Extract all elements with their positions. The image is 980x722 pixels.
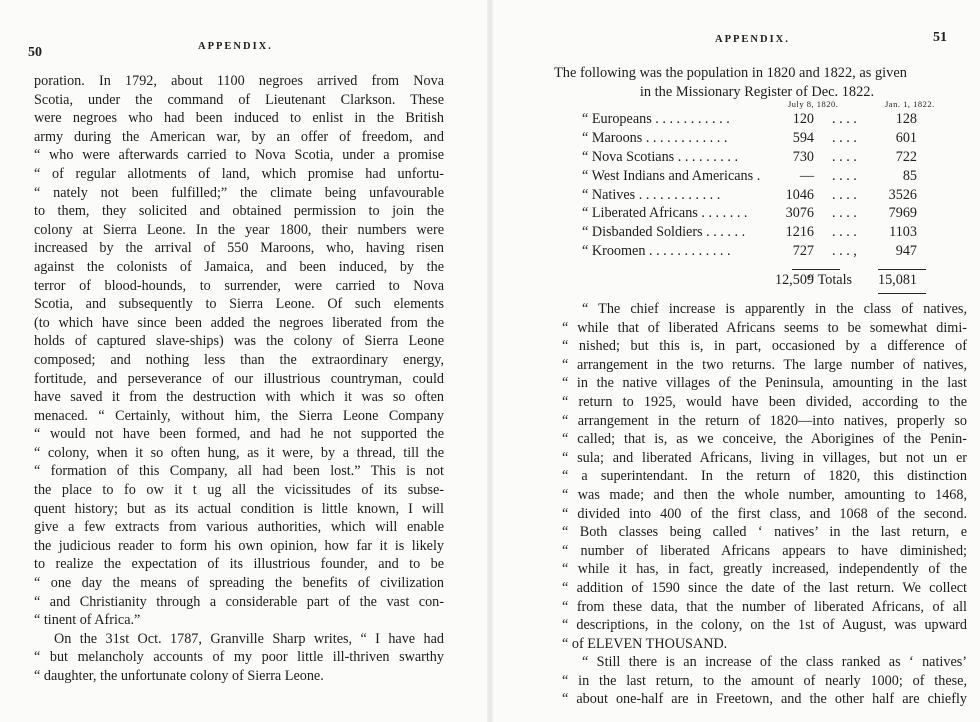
value-1822: 128	[895, 111, 917, 127]
running-head: APPENDIX.	[715, 34, 790, 45]
text-line: “ The chief increase is apparently in the class of natives,	[582, 301, 967, 317]
totals-rule	[792, 269, 840, 270]
value-1822: 722	[895, 148, 917, 165]
text-line: “ called; that is, as we conceive, the Aborigines of the Penin-	[562, 431, 967, 448]
text-line: “ addition of 1590 since the date of the last return. We collect	[562, 579, 967, 596]
leader-dots: . . . .	[832, 111, 857, 127]
text-line: holds of captured slave-ships) was the colony of Sierra Leone	[34, 333, 444, 350]
text-line: “ one day the means of spreading the benefits of civilization	[34, 575, 444, 592]
right-page	[490, 0, 980, 722]
left-body-text	[34, 72, 444, 686]
text-line: “ return to 1925, would have been divided, according to the	[562, 393, 967, 410]
text-line: army during the American war, by an offer of freedom, and	[34, 128, 444, 145]
row-label: “ Europeans . . . . . . . . . . .	[582, 111, 730, 127]
text-line: “ number of liberated Africans appears to have diminished;	[562, 542, 967, 559]
text-line: poration. In 1792, about 1100 negroes arrived from Nova	[34, 73, 444, 89]
text-line: terror of blood-hounds, to surrender, were carried to Nova	[34, 277, 444, 294]
value-1820: —	[799, 167, 814, 184]
text-line: to them, they solicited and obtained permission to join the	[34, 203, 444, 220]
intro-line: The following was the population in 1820 and 1822, as given	[554, 65, 907, 81]
text-line: have saved it from the destruction with which it was so often	[34, 389, 444, 406]
text-line: “ colony, when it so often hung, as it were, by a thread, till the	[34, 444, 444, 461]
row-label: “ Kroomen . . . . . . . . . . . .	[582, 243, 731, 260]
totals-rule	[878, 269, 926, 270]
text-line: “ daughter, the unfortunate colony of Sierra Leone.	[34, 668, 324, 684]
value-1822: 947	[895, 243, 917, 260]
text-line: “ divided into 400 of the first class, and 1068 of the second.	[562, 505, 967, 522]
text-line: “ from these data, that the number of liberated Africans, of all	[562, 598, 967, 615]
row-label: “ Nova Scotians . . . . . . . . .	[582, 148, 739, 165]
text-line: “ would not have been formed, and had he not supported the	[34, 426, 444, 443]
text-line: increased by the arrival of 550 Maroons, who, having risen	[34, 240, 444, 257]
right-body-text	[562, 300, 967, 709]
text-line: composed; and nothing less than the extraordinary energy,	[34, 351, 444, 368]
text-line: give a few extracts from various authorities, which will enable	[34, 519, 444, 536]
text-line: “ nately not been fulfilled;” the climate being unfavourable	[34, 184, 444, 201]
total-1820: 12,509	[774, 272, 814, 288]
text-line: fortitude, and perseverance of our illustrious countryman, could	[34, 370, 444, 387]
text-line: On the 31st Oct. 1787, Granville Sharp writes, “ I have had	[54, 630, 444, 647]
totals-label: “ Totals	[808, 272, 853, 288]
text-line: “ Both classes being called ‘ natives’ in the last return, e	[562, 524, 967, 541]
value-1820: 594	[792, 129, 814, 146]
text-line: colony at Sierra Leone. In the year 1800, their numbers were	[34, 221, 444, 238]
table-row	[582, 243, 932, 262]
row-label: “ Natives . . . . . . . . . . . .	[582, 186, 721, 203]
column-header-1820: July 8, 1820.	[788, 99, 839, 109]
leader-dots: . . . .	[832, 129, 857, 146]
text-line: “ while that of liberated Africans seems to be somewhat dimi-	[562, 319, 967, 336]
text-line: against the colonists of Jamaica, and been induced, by the	[34, 258, 444, 275]
text-line: “ nished; but this is, in part, occasioned by a difference of	[562, 338, 967, 355]
value-1822: 3526	[888, 186, 917, 203]
text-line: “ but melancholy accounts of my poor little ill-thriven swarthy	[34, 649, 444, 666]
text-line: “ about one-half are in Freetown, and the other half are chiefly	[562, 691, 967, 708]
leader-dots: . . . .	[832, 205, 857, 222]
text-line: “ descriptions, in the colony, on the 1st of August, was upward	[562, 617, 967, 634]
value-1820: 727	[792, 243, 814, 260]
column-header-1822: Jan. 1, 1822.	[885, 99, 935, 109]
value-1820: 730	[792, 148, 814, 165]
text-line: “ in the last return, to the amount of nearly 1000; of these,	[562, 672, 967, 689]
table-row	[582, 111, 932, 130]
text-line: “ in the native villages of the Peninsula, amounting in the last	[562, 375, 967, 392]
row-label: “ Liberated Africans . . . . . . .	[582, 205, 748, 222]
text-line: “ arrangement in the return of 1820—into natives, properly so	[562, 412, 967, 429]
text-line: “ tinent of Africa.”	[34, 612, 141, 629]
totals-row	[582, 272, 932, 292]
page-number: 50	[28, 45, 42, 60]
value-1822: 601	[895, 129, 917, 146]
total-1822: 15,081	[877, 272, 917, 288]
text-line: quent history; but as its actual condition is little known, I will	[34, 500, 444, 517]
text-line: “ arrangement in the two returns. The large number of natives,	[562, 356, 967, 373]
value-1820: 1216	[785, 224, 814, 241]
text-line: Scotia, under the command of Lieutenant Clarkson. These	[34, 91, 444, 108]
leader-dots: . . . .	[832, 148, 857, 165]
leader-dots: . . . ,	[832, 243, 857, 260]
value-1820: 3076	[785, 205, 814, 222]
text-line: were negroes who had been induced to enlist in the British	[34, 110, 444, 127]
text-line: “ sula; and liberated Africans, living in villages, but not un er	[562, 449, 967, 466]
table-intro	[554, 64, 960, 102]
text-line: “ of regular allotments of land, which promise had unfortu-	[34, 165, 444, 182]
text-line: “ formation of this Company, all had been lost.” This is not	[34, 463, 444, 480]
row-label: “ West Indians and Americans .	[582, 167, 761, 184]
table-row	[582, 168, 932, 187]
text-line: (to which have since been added the negroes liberated from the	[34, 314, 444, 331]
text-line: menaced. “ Certainly, without him, the Sierra Leone Company	[34, 407, 444, 424]
totals-underline	[878, 293, 926, 294]
text-line: “ who were afterwards carried to Nova Scotia, under a promise	[34, 147, 444, 164]
value-1820: 1046	[785, 186, 814, 203]
table-row	[582, 130, 932, 149]
page-number: 51	[933, 30, 947, 45]
text-line: the place to fo ow it t ug all the vicissitudes of its subse-	[34, 482, 444, 499]
row-label: “ Maroons . . . . . . . . . . . .	[582, 129, 728, 146]
text-line: “ of ELEVEN THOUSAND.	[562, 635, 728, 652]
table-row	[582, 224, 932, 243]
text-line: “ a superintendant. In the return of 1820, this distinction	[562, 468, 967, 485]
leader-dots: . . . .	[832, 224, 857, 241]
value-1822: 85	[902, 167, 917, 184]
table-row	[582, 205, 932, 224]
row-label: “ Disbanded Soldiers . . . . . .	[582, 224, 746, 241]
text-line: “ was made; and then the whole number, amounting to 1468,	[562, 486, 967, 503]
text-line: Scotia, and subsequently to Sierra Leone. Of such elements	[34, 296, 444, 313]
value-1822: 1103	[889, 224, 917, 241]
population-table	[582, 111, 932, 262]
table-row	[582, 149, 932, 168]
text-line: the judicious reader to form his own opinion, how far it is likely	[34, 537, 444, 554]
text-line: to realize the expectation of its illustrious founder, and to be	[34, 556, 444, 573]
leader-dots: . . . .	[832, 167, 857, 184]
text-line: “ while it has, in fact, greatly increased, independently of the	[562, 561, 967, 578]
intro-line: in the Missionary Register of Dec. 1822.	[639, 84, 875, 100]
leader-dots: . . . .	[832, 186, 857, 203]
value-1822: 7969	[888, 205, 917, 222]
value-1820: 120	[792, 111, 814, 127]
running-head: APPENDIX.	[198, 41, 273, 52]
text-line: “ and Christianity through a considerable part of the vast con-	[34, 593, 444, 610]
table-row	[582, 187, 932, 206]
text-line: “ Still there is an increase of the class ranked as ‘ natives’	[582, 654, 967, 671]
